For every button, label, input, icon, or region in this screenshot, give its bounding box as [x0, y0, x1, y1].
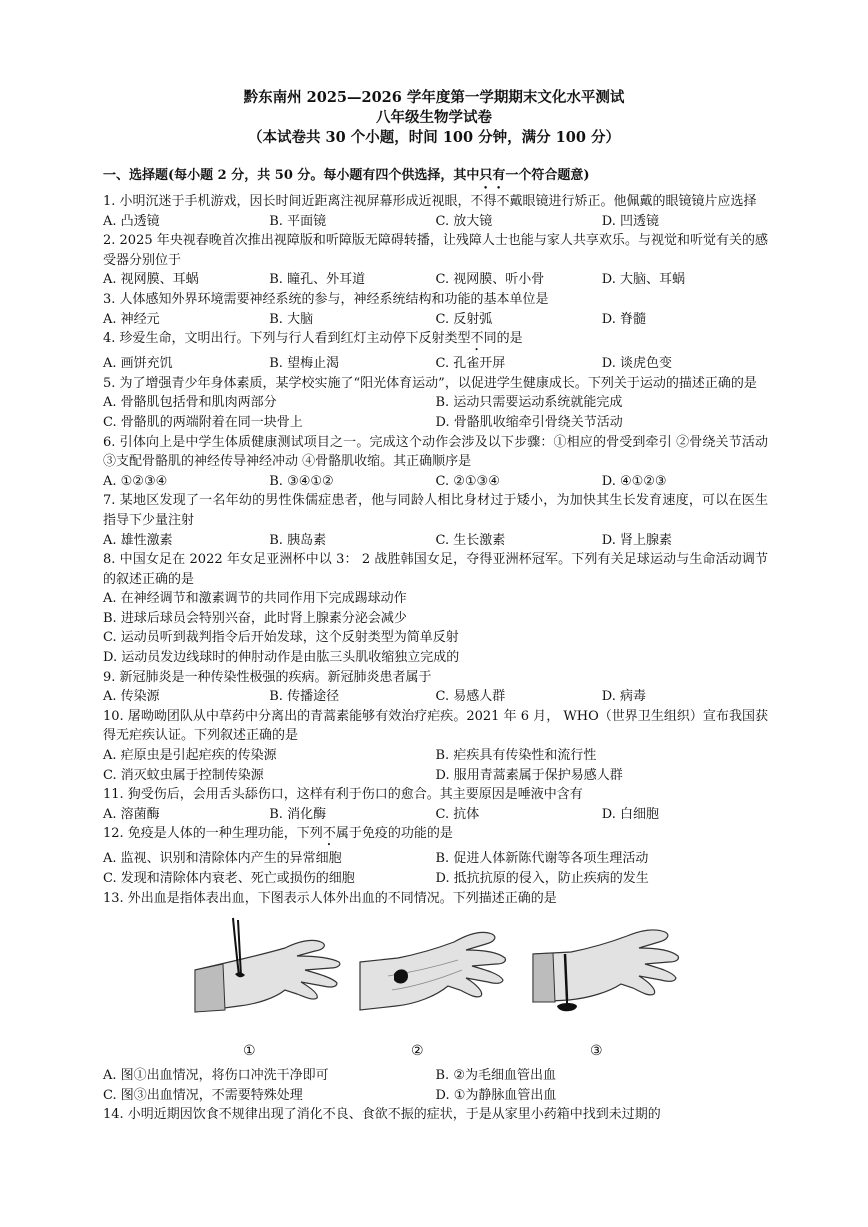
option-c: C. 骨骼肌的两端附着在同一块骨上	[103, 414, 303, 430]
option-a: A. 传染源	[103, 689, 160, 705]
q11-options	[103, 805, 768, 825]
exam-header	[0, 88, 868, 148]
question-11: 11. 狗受伤后，会用舌头舔伤口，这样有利于伤口的愈合。其主要原因是唾液中含有	[103, 787, 583, 803]
option-b: B. 大脑	[269, 311, 314, 327]
question-2: 2. 2025 年央视春晚首次推出视障版和听障版无障碍转播，让残障人士也能与家人共享欢乐。与视觉和听觉有关的感受器分别位于	[103, 233, 768, 268]
hand-figure-1	[193, 912, 343, 1037]
question-1: 1. 小明沉迷于手机游戏，因长时间近距离注视屏幕形成近视眼，不得不戴眼镜进行矫正。他佩戴的眼镜镜片应选择	[103, 194, 757, 209]
exam-content	[103, 166, 768, 1125]
exam-title: 黔东南州 2025—2026 学年度第一学期期末文化水平测试	[243, 89, 625, 106]
option-d: D. 抵抗抗原的侵入，防止疾病的发生	[435, 871, 649, 886]
option-b: B. ③④①②	[269, 473, 334, 489]
option-b: B. 平面镜	[269, 213, 327, 229]
question-10: 10. 屠呦呦团队从中草药中分离出的青蒿素能够有效治疗疟疾。2021 年 6 月， WHO（世界卫生组织）宣布我国获得无疟疾认证。下列叙述正确的是	[103, 708, 768, 744]
option-d: D. 谈虎色变	[601, 356, 672, 372]
q13-options-row2	[103, 1086, 768, 1106]
option-d: D. ④①②③	[601, 473, 667, 489]
option-b: B. 望梅止渴	[269, 356, 340, 372]
option-b: B. 消化酶	[269, 806, 327, 822]
q6-options	[103, 472, 768, 492]
option-c: C. 运动员听到裁判指令后开始发球，这个反射类型为简单反射	[103, 630, 459, 646]
option-a: A. 在神经调节和激素调节的共同作用下完成踢球动作	[103, 591, 407, 607]
question-9: 9. 新冠肺炎是一种传染性极强的疾病。新冠肺炎患者属于	[103, 669, 432, 685]
option-b: B. 疟疾具有传染性和流行性	[435, 748, 597, 764]
question-4: 4. 珍爱生命，文明出行。下列与行人看到红灯主动停下反射类型不同的是	[103, 331, 523, 347]
question-13: 13. 外出血是指体表出血，下图表示人体外出血的不同情况。下列描述正确的是	[103, 890, 557, 906]
q12-options-row2	[103, 869, 768, 889]
option-a: A. 视网膜、耳蜗	[103, 272, 199, 288]
q7-options	[103, 531, 768, 551]
section-heading: 一、选择题(每小题 2 分，共 50 分。每小题有四个供选择，其中只有一个符合题意)	[103, 168, 590, 183]
exam-subtitle: 八年级生物学试卷	[376, 109, 492, 126]
q9-options	[103, 687, 768, 707]
question-6: 6. 引体向上是中学生体质健康测试项目之一。完成这个动作会涉及以下步骤：①相应的骨受到牵引 ②骨绕关节活动 ③支配骨骼肌的神经传导神经冲动 ④骨骼肌收缩。其正确顺序是	[103, 434, 768, 470]
option-c: C. ②①③④	[435, 473, 500, 489]
option-b: B. 瞳孔、外耳道	[269, 272, 366, 288]
q3-options	[103, 310, 768, 330]
option-b: B. ②为毛细血管出血	[435, 1068, 556, 1084]
option-d: D. 骨骼肌收缩牵引骨绕关节活动	[435, 414, 623, 430]
q12-options-row1	[103, 849, 768, 869]
option-c: C. 放大镜	[435, 213, 493, 229]
option-a: A. 画饼充饥	[103, 356, 173, 372]
option-a: A. 疟原虫是引起疟疾的传染源	[103, 748, 277, 764]
hand-figure-2	[358, 912, 508, 1037]
option-a: A. 溶菌酶	[103, 806, 160, 822]
bleeding-figures	[103, 912, 768, 1066]
option-a: A. 凸透镜	[103, 213, 160, 229]
option-d: D. ①为静脉血管出血	[435, 1087, 557, 1103]
q10-options-row1	[103, 746, 768, 766]
option-a: A. 雄性激素	[103, 532, 173, 548]
option-c: C. 发现和清除体内衰老、死亡或损伤的细胞	[103, 871, 355, 886]
option-a: A. ①②③④	[103, 473, 168, 489]
figure-label-2: ②	[411, 1043, 424, 1060]
q1-options	[103, 212, 768, 232]
question-12: 12. 免疫是人体的一种生理功能，下列不属于免疫的功能的是	[103, 826, 453, 842]
option-d: D. 肾上腺素	[601, 532, 672, 548]
option-a: A. 监视、识别和清除体内产生的异常细胞	[103, 851, 342, 867]
option-a: A. 骨骼肌包括骨和肌肉两部分	[103, 395, 277, 411]
option-d: D. 服用青蒿素属于保护易感人群	[435, 767, 623, 783]
option-b: B. 促进人体新陈代谢等各项生理活动	[435, 851, 649, 867]
option-d: D. 病毒	[601, 689, 646, 705]
q5-options-row2	[103, 413, 768, 433]
q5-options-row1	[103, 393, 768, 413]
sleeve-3	[533, 953, 555, 1002]
q10-options-row2	[103, 766, 768, 786]
option-c: C. 生长激素	[435, 532, 506, 548]
option-c: C. 抗体	[435, 806, 480, 822]
option-b: B. 运动只需要运动系统就能完成	[435, 395, 623, 411]
question-5: 5. 为了增强青少年身体素质，某学校实施了“阳光体育运动”，以促进学生健康成长。下列关于运动的描述正确的是	[103, 375, 757, 391]
figure-label-1: ①	[243, 1043, 256, 1060]
question-14: 14. 小明近期因饮食不规律出现了消化不良、食欲不振的症状，于是从家里小药箱中找到未过期的	[103, 1107, 661, 1123]
q13-options-row1	[103, 1066, 768, 1086]
option-b: B. 传播途径	[269, 689, 340, 705]
figure-label-3: ③	[590, 1043, 603, 1060]
exam-instructions: （本试卷共 30 个小题，时间 100 分钟，满分 100 分）	[248, 129, 620, 146]
arm-shape-2	[360, 933, 505, 1011]
option-a: A. 图①出血情况，将伤口冲洗干净即可	[103, 1068, 329, 1084]
option-d: D. 脊髓	[601, 311, 646, 327]
question-3: 3. 人体感知外界环境需要神经系统的参与，神经系统结构和功能的基本单位是	[103, 291, 549, 307]
option-d: D. 白细胞	[601, 806, 659, 822]
option-b: B. 进球后球员会特别兴奋，此时肾上腺素分泌会减少	[103, 610, 407, 626]
option-a: A. 神经元	[103, 311, 160, 327]
option-d: D. 运动员发边线球时的伸肘动作是由肱三头肌收缩独立完成的	[103, 650, 460, 666]
option-c: C. 易感人群	[435, 689, 506, 705]
hand-figure-3	[531, 912, 681, 1037]
option-b: B. 胰岛素	[269, 532, 327, 548]
option-d: D. 凹透镜	[601, 213, 659, 229]
blood-spot-2	[394, 970, 408, 984]
q4-options	[103, 354, 768, 374]
option-c: C. 图③出血情况，不需要特殊处理	[103, 1087, 303, 1103]
option-c: C. 视网膜、听小骨	[435, 272, 545, 288]
sleeve-1	[195, 964, 225, 1012]
option-d: D. 大脑、耳蜗	[601, 272, 685, 288]
option-c: C. 消灭蚊虫属于控制传染源	[103, 767, 264, 783]
question-8: 8. 中国女足在 2022 年女足亚洲杯中以 3： 2 战胜韩国女足，夺得亚洲杯冠军。下列有关足球运动与生命活动调节的叙述正确的是	[103, 552, 768, 587]
question-7: 7. 某地区发现了一名年幼的男性侏儒症患者，他与同龄人相比身材过于矮小，为加快其生长发育速度，可以在医生指导下少量注射	[103, 493, 768, 528]
option-c: C. 反射弧	[435, 311, 493, 327]
option-c: C. 孔雀开屏	[435, 356, 506, 372]
q2-options	[103, 270, 768, 290]
